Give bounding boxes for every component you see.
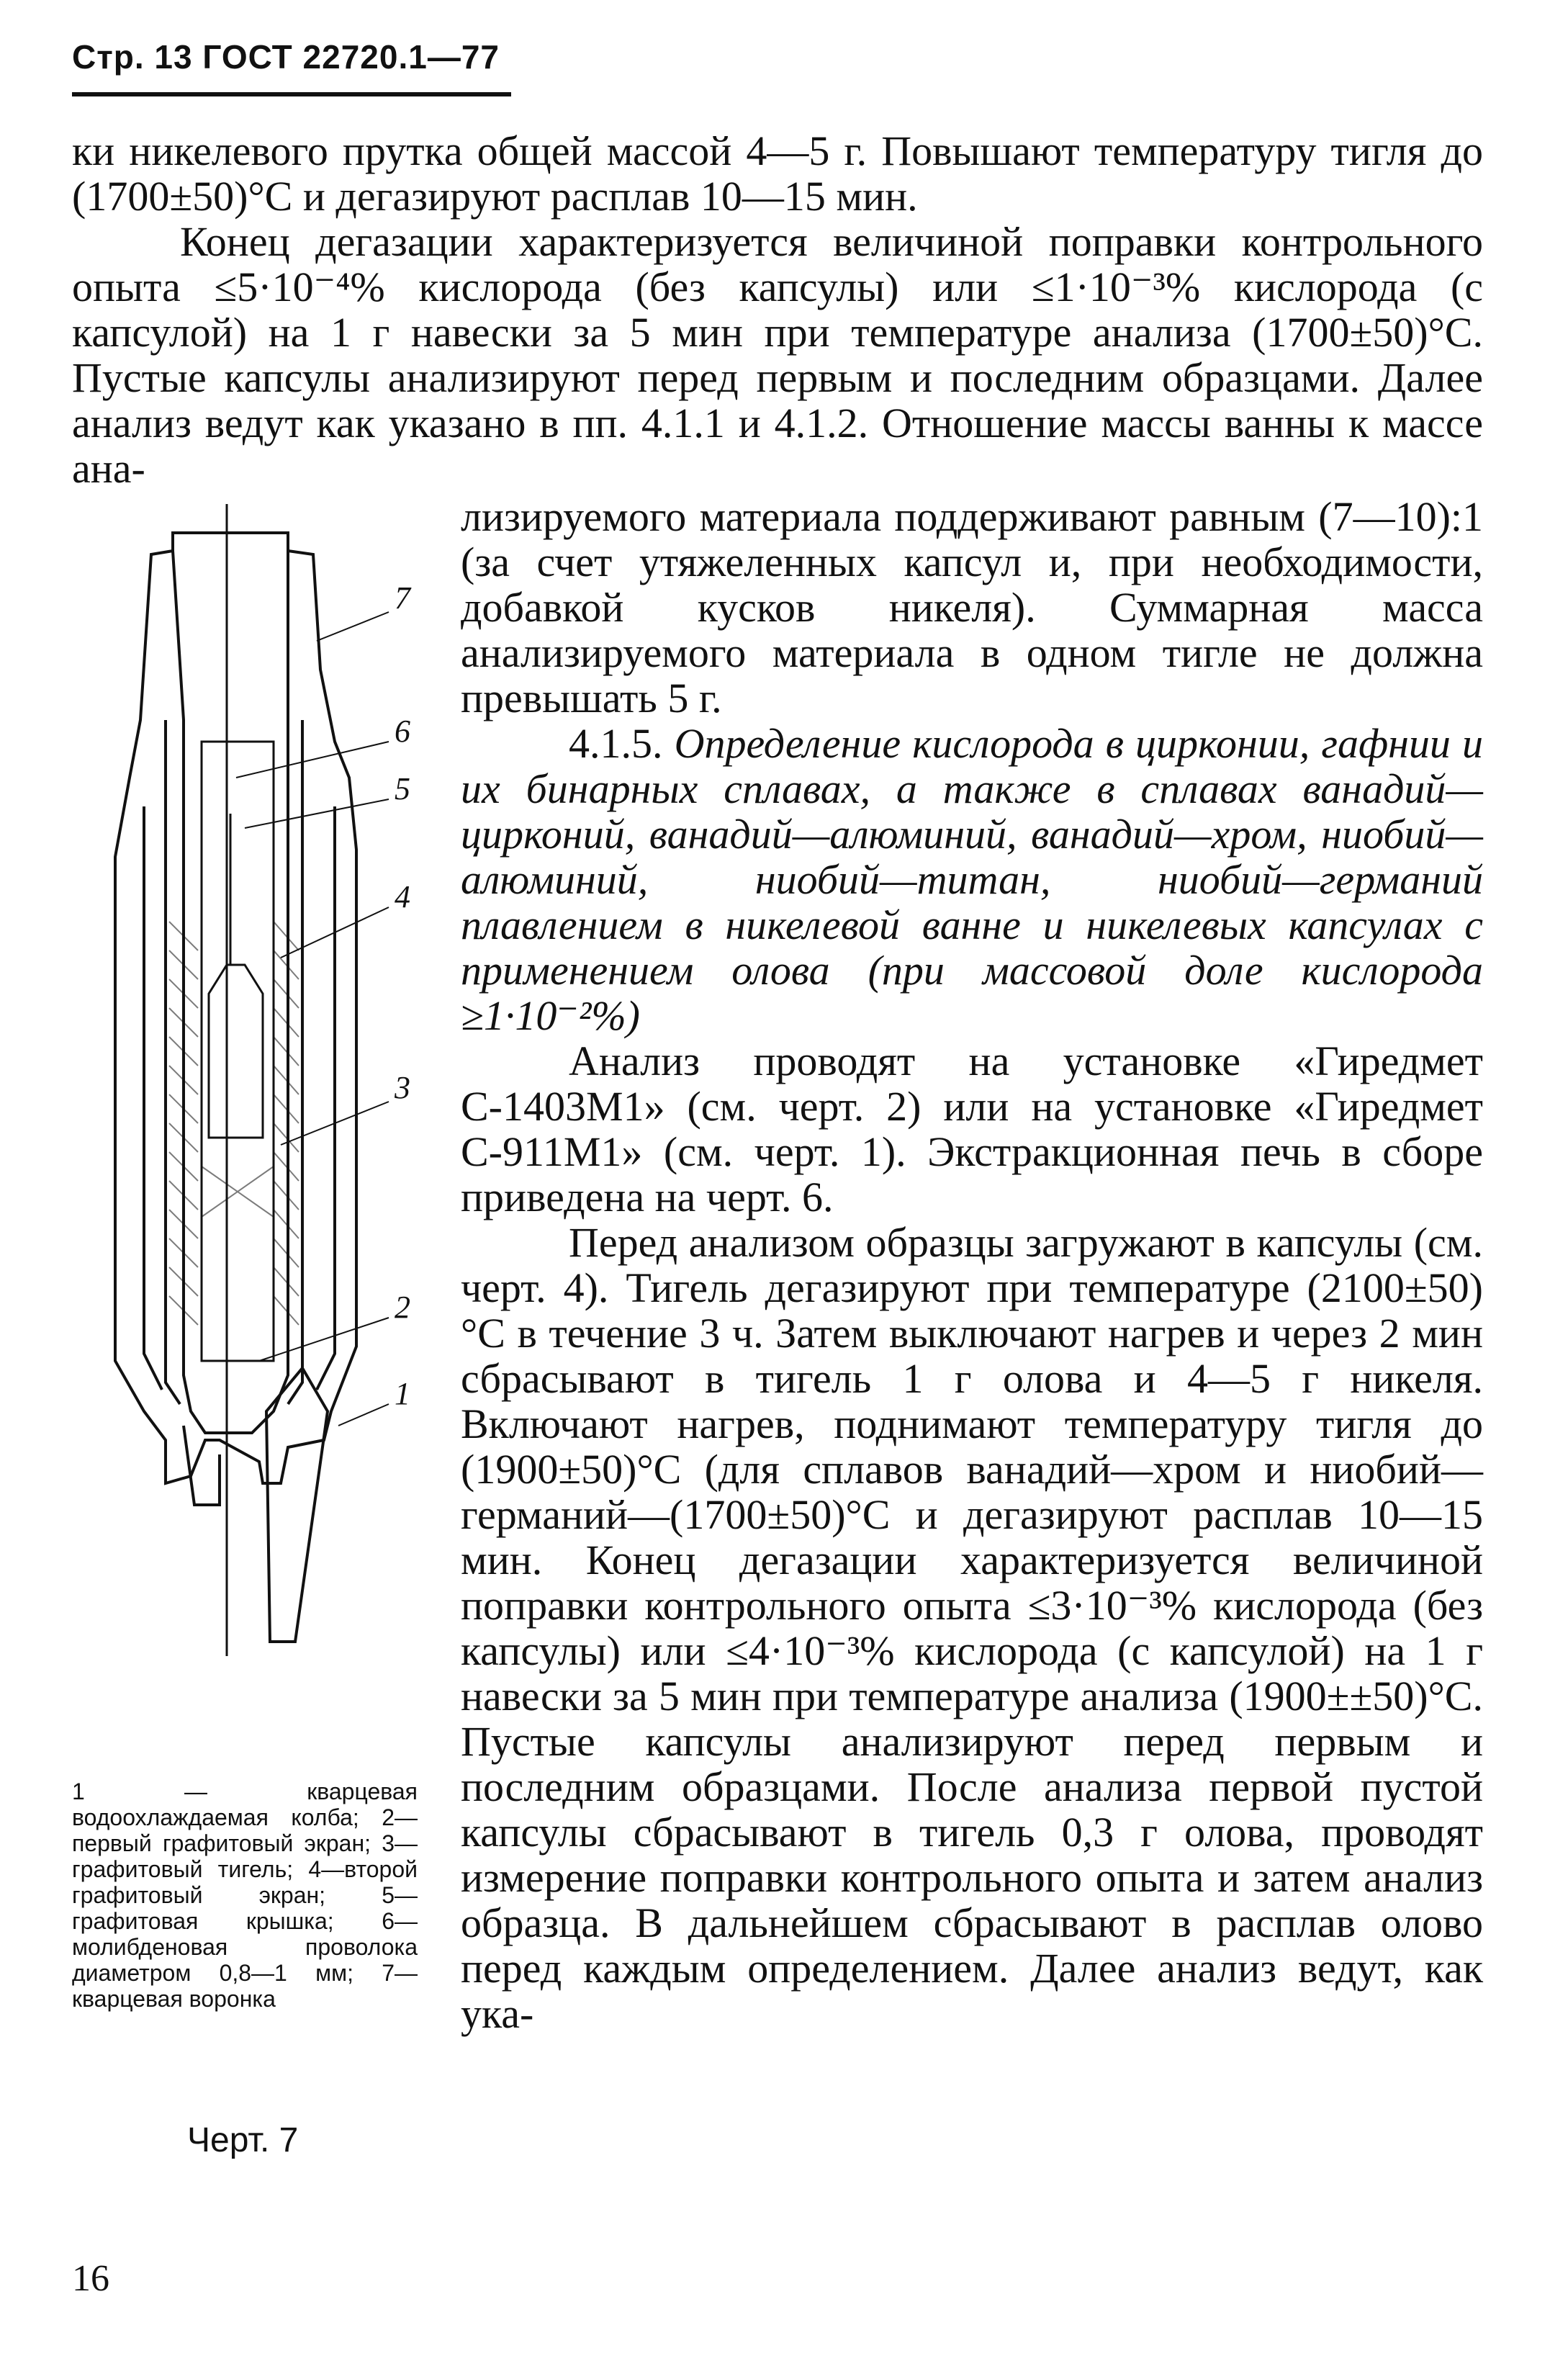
furnace-drawing (72, 504, 446, 1735)
page-number: 16 (72, 2258, 109, 2299)
section-heading (461, 721, 1483, 1038)
section-number: 4.1.5. (569, 720, 663, 767)
paragraph-procedure: Перед анализом образцы загружают в капсулы (см. черт. 4). Тигель дегазируют при температуре (2100±50)°С в течение 3 ч. Затем выключают нагрев и через 2 мин сбрасывают в тигель 1 г олова и 4—5 г никеля. Включают нагрев, поднимают температуру тигля до (1900±50)°С (для сплавов ванадий—хром и ниобий—германий—(1700±50)°С и дегазируют расплав 10—15 мин. Конец дегазации характеризуется величиной поправки контрольного опыта ≤3·10⁻³% кислорода (без капсулы) или ≤4·10⁻³% кислорода (с капсулой) на 1 г навески за 5 мин при температуре анализа (1900±±50)°С. Пустые капсулы анализируют перед первым и последним образцами. После анализа первой пустой капсулы сбрасывают в тигель 0,3 г олова, проводят измерение поправки контрольного опыта и затем анализ образца. В дальнейшем сбрасывают в расплав олово перед каждым определением. Далее анализ ведут, как ука- (461, 1219, 1483, 2037)
figure-label-7: 7 (395, 580, 410, 616)
figure-label-3: 3 (395, 1070, 410, 1105)
figure-label-1: 1 (395, 1376, 410, 1411)
figure-legend: 1 — кварцевая водоохлаждаемая колба; 2—первый графитовый экран; 3—графитовый тигель; 4—второй графитовый экран; 5—графитовая крышка; 6—молибденовая проволока диаметром 0,8—1 мм; 7—кварцевая воронка (72, 1778, 418, 2012)
paragraph-degassing: Конец дегазации характеризуется величиной поправки контрольного опыта ≤5·10⁻⁴% кислорода (без капсулы) или ≤1·10⁻³% кислорода (с капсулой) на 1 г навески за 5 мин при температуре анализа (1700±50)°С. Пустые капсулы анализируют перед первым и последним образцами. Далее анализ ведут как указано в пп. 4.1.1 и 4.1.2. Отношение массы ванны к массе ана- (72, 218, 1483, 492)
figure-caption: Черт. 7 (187, 2121, 299, 2159)
paragraph-mass-ratio: лизируемого материала поддерживают равным (7—10):1 (за счет утяжеленных капсул и, при необходимости, добавкой кусков никеля). Суммарная масса анализируемого материала в одном тигле не должна превышать 5 г. (461, 493, 1483, 721)
figure-label-5: 5 (395, 771, 410, 806)
section-title: Определение кислорода в цирконии, гафнии и их бинарных сплавах, а также в сплавах ванадий—цирконий, ванадий—алюминий, ванадий—хром, ниобий—алюминий, ниобий—титан, ниобий—германий плавлением в никелевой ванне и никелевых капсулах с применением олова (при массовой доле кислорода ≥1·10⁻²%) (461, 720, 1483, 1039)
paragraph-installation: Анализ проводят на установке «Гиредмет С-1403М1» (см. черт. 2) или на установке «Гиредмет С-911М1» (см. черт. 1). Экстракционная печь в сборе приведена на черт. 6. (461, 1038, 1483, 1220)
text-top-block (72, 128, 1483, 491)
text-right-column (461, 494, 1483, 2036)
figure-label-4: 4 (395, 879, 410, 914)
page-header: Стр. 13 ГОСТ 22720.1—77 (72, 38, 500, 76)
figure-label-6: 6 (395, 714, 410, 749)
figure-label-2: 2 (395, 1290, 410, 1325)
paragraph-continuation: ки никелевого прутка общей массой 4—5 г. Повышают температуру тигля до (1700±50)°С и дегазируют расплав 10—15 мин. (72, 127, 1483, 220)
header-rule (72, 92, 511, 96)
